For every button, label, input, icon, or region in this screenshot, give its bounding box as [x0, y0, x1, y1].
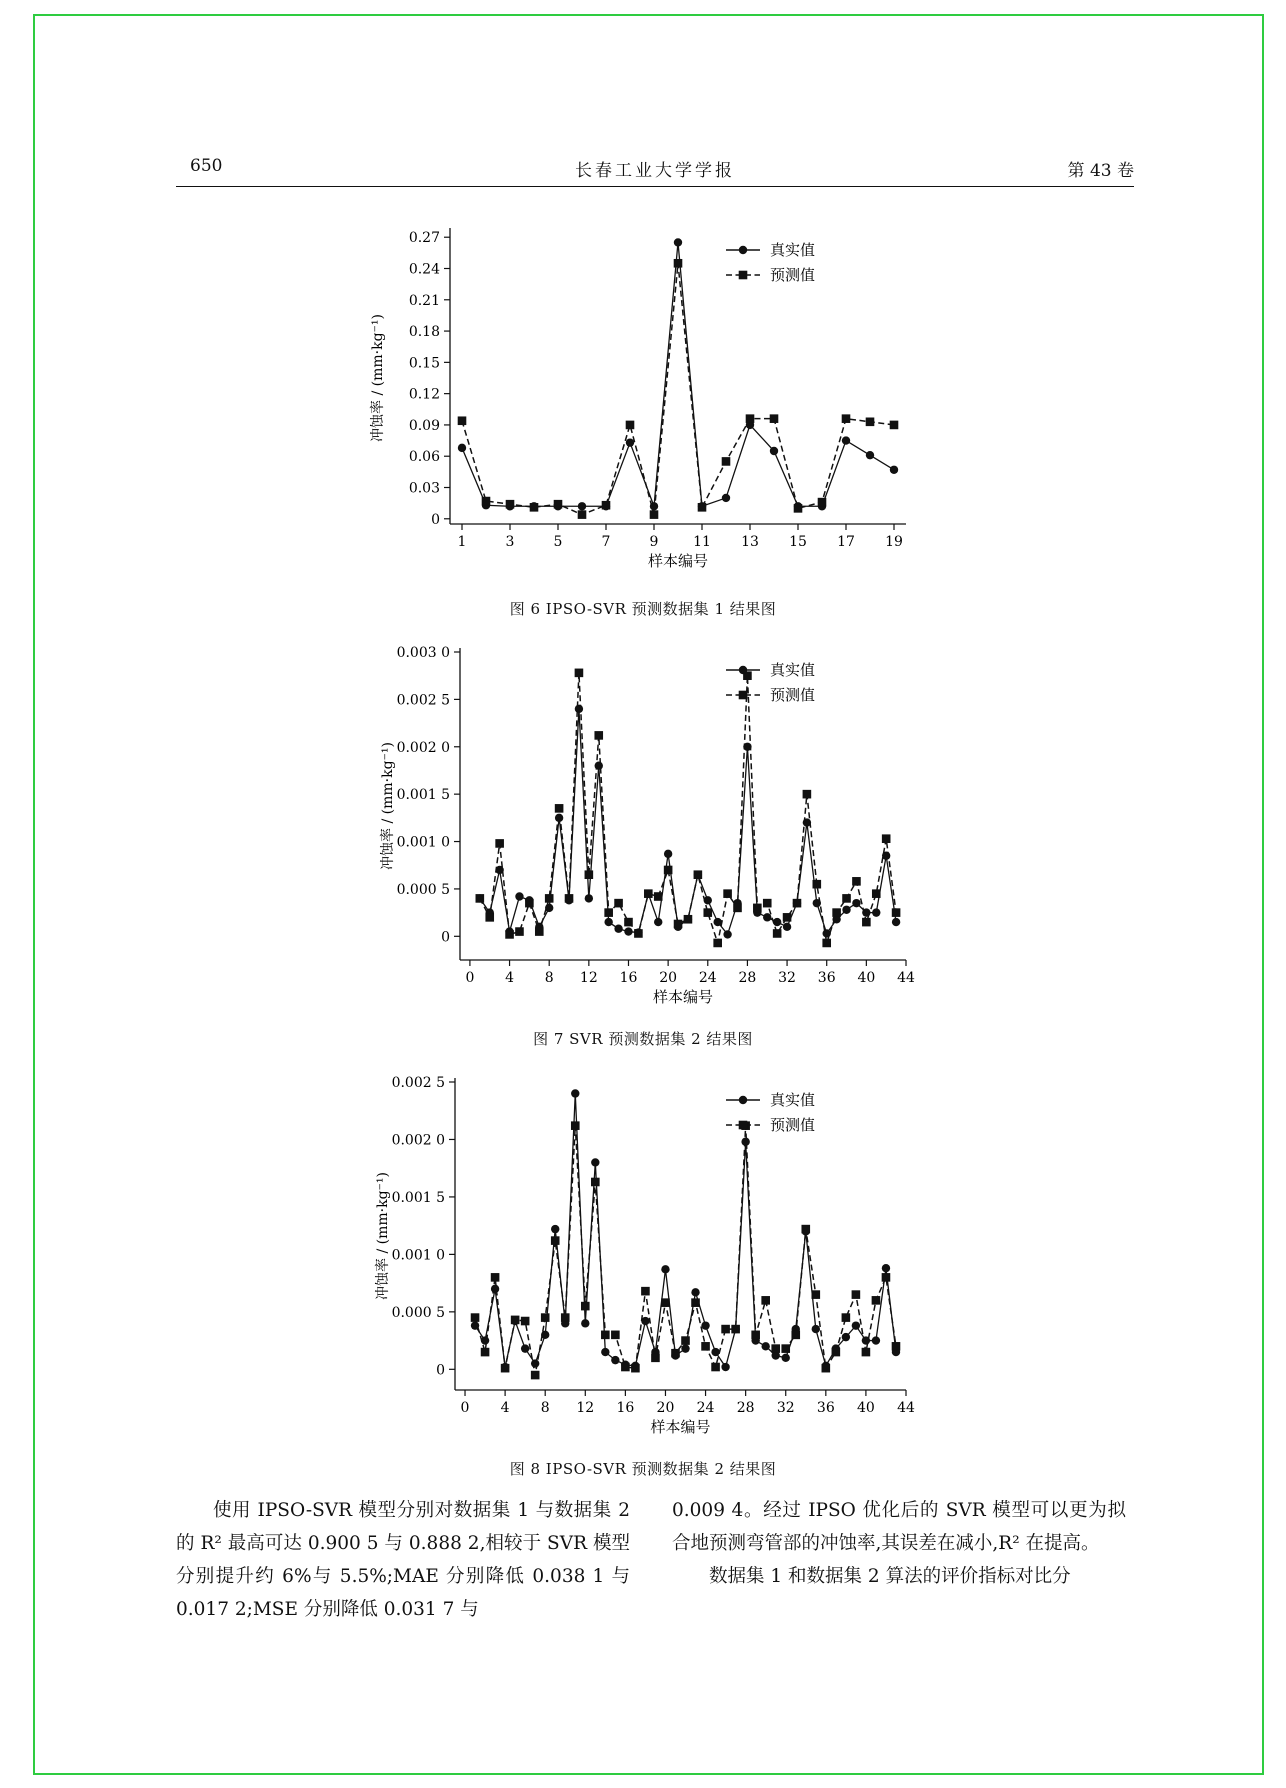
x-tick-label: 5 — [553, 534, 563, 550]
x-tick-label: 32 — [776, 1400, 795, 1416]
point-predicted — [882, 1273, 891, 1282]
x-tick-label: 1 — [457, 534, 467, 550]
x-tick-label: 19 — [885, 534, 903, 550]
series-line-actual — [475, 1093, 896, 1367]
x-tick-label: 24 — [698, 970, 717, 986]
point-predicted — [892, 1342, 901, 1351]
point-actual — [664, 850, 672, 858]
point-predicted — [501, 1364, 510, 1373]
point-actual — [823, 929, 831, 937]
point-predicted — [531, 1371, 540, 1380]
point-predicted — [476, 894, 485, 903]
point-predicted — [813, 880, 822, 889]
point-predicted — [890, 421, 899, 430]
point-actual — [872, 1336, 880, 1344]
y-tick-label: 0.002 5 — [396, 692, 450, 709]
left-column — [176, 1494, 630, 1626]
point-predicted — [471, 1313, 480, 1322]
point-predicted — [791, 1331, 800, 1340]
point-actual — [852, 899, 860, 907]
point-actual — [866, 451, 874, 459]
x-tick-label: 12 — [576, 1400, 595, 1416]
point-actual — [842, 436, 850, 444]
figure-6-caption: 图 6 IPSO-SVR 预测数据集 1 结果图 — [509, 600, 777, 618]
y-tick-label: 0.002 0 — [396, 739, 450, 756]
y-axis-label: 冲蚀率 / (mm·kg⁻¹) — [370, 314, 386, 442]
x-tick-label: 40 — [857, 970, 876, 986]
x-axis-label: 样本编号 — [647, 552, 709, 570]
point-predicted — [793, 899, 802, 908]
y-tick-label: 0.003 0 — [396, 645, 450, 661]
point-predicted — [591, 1178, 600, 1187]
point-actual — [770, 447, 778, 455]
point-predicted — [505, 930, 514, 939]
legend-label: 预测值 — [770, 266, 816, 284]
point-predicted — [684, 915, 693, 924]
x-tick-label: 40 — [856, 1400, 875, 1416]
point-predicted — [578, 510, 587, 519]
x-tick-label: 36 — [816, 1400, 835, 1416]
journal-title: 长春工业大学学报 — [575, 161, 735, 181]
point-actual — [761, 1342, 769, 1350]
point-predicted — [892, 908, 901, 917]
y-tick-label: 0 — [436, 1362, 445, 1379]
x-tick-label: 3 — [505, 534, 515, 550]
legend-label: 真实值 — [770, 661, 816, 679]
x-tick-label: 4 — [500, 1400, 510, 1416]
point-predicted — [862, 1348, 871, 1357]
point-predicted — [585, 870, 594, 879]
point-predicted — [525, 899, 534, 908]
point-predicted — [872, 889, 881, 898]
point-predicted — [733, 904, 742, 913]
point-predicted — [761, 1296, 770, 1305]
point-predicted — [882, 834, 891, 843]
point-actual — [681, 1344, 689, 1352]
point-predicted — [650, 510, 659, 519]
point-actual — [852, 1321, 860, 1329]
y-tick-label: 0.03 — [408, 480, 440, 497]
point-predicted — [721, 1325, 730, 1334]
point-predicted — [803, 790, 812, 799]
point-predicted — [852, 1290, 861, 1299]
point-predicted — [554, 500, 563, 509]
y-tick-label: 0.15 — [408, 355, 440, 372]
point-predicted — [530, 503, 539, 512]
point-predicted — [822, 939, 831, 948]
y-tick-label: 0 — [441, 929, 450, 946]
point-actual — [604, 918, 612, 926]
point-actual — [842, 1333, 850, 1341]
point-predicted — [565, 894, 574, 903]
point-actual — [575, 705, 583, 713]
point-predicted — [654, 892, 663, 901]
point-actual — [882, 1264, 890, 1272]
point-predicted — [753, 904, 762, 913]
point-actual — [783, 923, 791, 931]
point-predicted — [842, 1313, 851, 1322]
figure-8-chart — [350, 1070, 940, 1450]
point-predicted — [458, 416, 467, 425]
point-predicted — [852, 877, 861, 886]
point-predicted — [822, 1364, 831, 1373]
point-actual — [723, 930, 731, 938]
y-tick-label: 0.001 0 — [391, 1247, 445, 1264]
point-predicted — [674, 920, 683, 929]
x-tick-label: 44 — [897, 1400, 915, 1416]
point-predicted — [832, 1348, 841, 1357]
right-column — [672, 1494, 1126, 1593]
point-actual — [614, 925, 622, 933]
point-predicted — [723, 889, 732, 898]
point-actual — [701, 1321, 709, 1329]
point-actual — [581, 1319, 589, 1327]
x-tick-label: 9 — [649, 534, 659, 550]
point-predicted — [794, 504, 803, 513]
point-predicted — [602, 501, 611, 510]
point-actual — [626, 438, 634, 446]
point-actual — [721, 1363, 729, 1371]
point-predicted — [681, 1336, 690, 1345]
point-predicted — [711, 1363, 720, 1372]
point-predicted — [571, 1121, 580, 1130]
point-predicted — [770, 414, 779, 423]
point-predicted — [641, 1287, 650, 1296]
point-predicted — [631, 1364, 640, 1373]
point-predicted — [626, 421, 635, 430]
y-tick-label: 0.21 — [408, 292, 440, 309]
x-tick-label: 13 — [741, 534, 759, 550]
point-predicted — [731, 1325, 740, 1334]
point-predicted — [872, 1296, 881, 1305]
point-predicted — [491, 1273, 500, 1282]
volume-label: 第 43 卷 — [1067, 161, 1134, 181]
point-predicted — [515, 927, 524, 936]
point-predicted — [506, 500, 515, 509]
point-predicted — [551, 1236, 560, 1245]
point-predicted — [842, 894, 851, 903]
point-predicted — [862, 918, 871, 927]
x-tick-label: 15 — [789, 534, 807, 550]
point-predicted — [713, 939, 722, 948]
point-predicted — [703, 908, 712, 917]
y-tick-label: 0.001 5 — [391, 1189, 445, 1206]
point-predicted — [561, 1313, 570, 1322]
legend-label: 预测值 — [770, 686, 816, 704]
point-actual — [842, 906, 850, 914]
point-actual — [691, 1288, 699, 1296]
body-paragraph: 0.009 4。经过 IPSO 优化后的 SVR 模型可以更为拟合地预测弯管部的冲蚀率,其误差在减小,R² 在提高。 — [672, 1500, 1126, 1554]
point-actual — [578, 502, 586, 510]
point-actual — [551, 1225, 559, 1233]
point-predicted — [691, 1298, 700, 1307]
point-predicted — [555, 804, 564, 813]
x-tick-label: 16 — [619, 970, 638, 986]
x-tick-label: 36 — [817, 970, 836, 986]
point-predicted — [481, 1348, 490, 1357]
point-actual — [812, 1325, 820, 1333]
point-predicted — [698, 503, 707, 512]
point-actual — [611, 1356, 619, 1364]
point-predicted — [521, 1317, 530, 1326]
legend-marker — [739, 271, 748, 280]
point-predicted — [781, 1344, 790, 1353]
x-tick-label: 8 — [544, 970, 554, 986]
point-predicted — [495, 839, 504, 848]
point-predicted — [644, 889, 653, 898]
point-actual — [601, 1348, 609, 1356]
figure-7-caption: 图 7 SVR 预测数据集 2 结果图 — [533, 1030, 753, 1048]
point-predicted — [783, 913, 792, 922]
point-predicted — [575, 669, 584, 678]
x-axis-label: 样本编号 — [652, 988, 714, 1006]
point-predicted — [671, 1349, 680, 1358]
page-number: 650 — [190, 156, 223, 176]
point-predicted — [482, 497, 491, 506]
x-tick-label: 44 — [897, 970, 915, 986]
point-actual — [521, 1344, 529, 1352]
y-tick-label: 0.09 — [408, 417, 440, 434]
point-actual — [515, 892, 523, 900]
x-tick-label: 11 — [693, 534, 711, 550]
point-predicted — [842, 414, 851, 423]
point-predicted — [773, 929, 782, 938]
y-tick-label: 0 — [431, 511, 440, 528]
point-predicted — [604, 908, 613, 917]
x-tick-label: 28 — [738, 970, 757, 986]
point-predicted — [611, 1331, 620, 1340]
point-actual — [892, 918, 900, 926]
point-actual — [585, 894, 593, 902]
point-predicted — [594, 731, 603, 740]
x-tick-label: 0 — [460, 1400, 470, 1416]
point-predicted — [614, 899, 623, 908]
body-paragraph: 使用 IPSO-SVR 模型分别对数据集 1 与数据集 2 的 R² 最高可达 0.900 5 与 0.888 2,相较于 SVR 模型分别提升约 6%与 5.5%;MAE 分别降低 0.038 1 与 0.017 2;MSE 分别降低 0.031 7 与 — [176, 1500, 630, 1620]
point-predicted — [701, 1342, 710, 1351]
point-predicted — [545, 894, 554, 903]
x-tick-label: 32 — [778, 970, 796, 986]
point-predicted — [601, 1331, 610, 1340]
point-predicted — [832, 908, 841, 917]
point-predicted — [621, 1363, 630, 1372]
running-header — [176, 156, 1134, 187]
x-tick-label: 20 — [656, 1400, 675, 1416]
point-predicted — [535, 927, 544, 936]
point-actual — [491, 1285, 499, 1293]
point-predicted — [511, 1316, 520, 1325]
x-tick-label: 8 — [540, 1400, 550, 1416]
x-tick-label: 17 — [837, 534, 855, 550]
point-predicted — [651, 1354, 660, 1363]
point-actual — [591, 1158, 599, 1166]
x-tick-label: 0 — [465, 970, 475, 986]
y-tick-label: 0.002 0 — [391, 1132, 445, 1149]
point-predicted — [674, 259, 683, 268]
legend-label: 真实值 — [770, 1091, 816, 1109]
legend-label: 预测值 — [770, 1116, 816, 1134]
x-tick-label: 7 — [601, 534, 611, 550]
point-predicted — [634, 929, 643, 938]
point-actual — [661, 1265, 669, 1273]
x-tick-label: 24 — [696, 1400, 715, 1416]
x-tick-label: 28 — [736, 1400, 755, 1416]
series-line-predicted — [480, 673, 896, 943]
point-predicted — [763, 899, 772, 908]
y-tick-label: 0.001 5 — [396, 787, 450, 804]
point-actual — [571, 1089, 579, 1097]
point-predicted — [664, 866, 673, 875]
legend-marker — [739, 1096, 747, 1104]
y-tick-label: 0.12 — [408, 386, 440, 403]
y-tick-label: 0.000 5 — [396, 881, 450, 898]
series-line-actual — [480, 709, 896, 935]
x-tick-label: 12 — [579, 970, 598, 986]
x-tick-label: 16 — [616, 1400, 635, 1416]
legend-marker — [739, 246, 747, 254]
legend-marker — [739, 691, 748, 700]
point-actual — [458, 444, 466, 452]
y-tick-label: 0.002 5 — [391, 1075, 445, 1091]
x-tick-label: 20 — [659, 970, 678, 986]
legend-marker — [739, 1121, 748, 1130]
point-predicted — [661, 1298, 670, 1307]
point-predicted — [866, 418, 875, 427]
point-actual — [531, 1359, 539, 1367]
legend-label: 真实值 — [770, 241, 816, 259]
y-tick-label: 0.24 — [408, 261, 440, 278]
y-tick-label: 0.06 — [408, 449, 440, 466]
point-predicted — [746, 414, 755, 423]
point-predicted — [581, 1302, 590, 1311]
point-predicted — [801, 1225, 810, 1234]
figure-7-chart — [350, 640, 940, 1020]
point-predicted — [771, 1344, 780, 1353]
point-actual — [782, 1354, 790, 1362]
y-axis-label: 冲蚀率 / (mm·kg⁻¹) — [380, 742, 396, 870]
point-predicted — [485, 913, 494, 922]
series-line-predicted — [462, 263, 894, 514]
point-actual — [872, 908, 880, 916]
figure-8-caption: 图 8 IPSO-SVR 预测数据集 2 结果图 — [509, 1460, 777, 1478]
y-tick-label: 0.18 — [408, 324, 440, 341]
series-line-actual — [462, 242, 894, 506]
point-predicted — [694, 870, 703, 879]
x-tick-label: 4 — [505, 970, 515, 986]
y-tick-label: 0.000 5 — [391, 1304, 445, 1321]
point-predicted — [541, 1313, 550, 1322]
y-tick-label: 0.27 — [408, 230, 440, 247]
body-paragraph: 数据集 1 和数据集 2 算法的评价指标对比分 — [709, 1566, 1071, 1587]
point-actual — [674, 238, 682, 246]
point-predicted — [722, 457, 731, 466]
point-predicted — [812, 1290, 821, 1299]
point-actual — [711, 1348, 719, 1356]
point-predicted — [818, 498, 827, 507]
y-tick-label: 0.001 0 — [396, 834, 450, 851]
x-axis-label: 样本编号 — [650, 1418, 711, 1436]
y-axis-label: 冲蚀率 / (mm·kg⁻¹) — [375, 1172, 391, 1300]
point-actual — [654, 918, 662, 926]
point-actual — [722, 494, 730, 502]
point-predicted — [751, 1331, 760, 1340]
legend-marker — [739, 666, 747, 674]
figure-6-chart — [350, 220, 940, 580]
point-actual — [624, 927, 632, 935]
point-actual — [890, 466, 898, 474]
point-predicted — [624, 918, 633, 927]
